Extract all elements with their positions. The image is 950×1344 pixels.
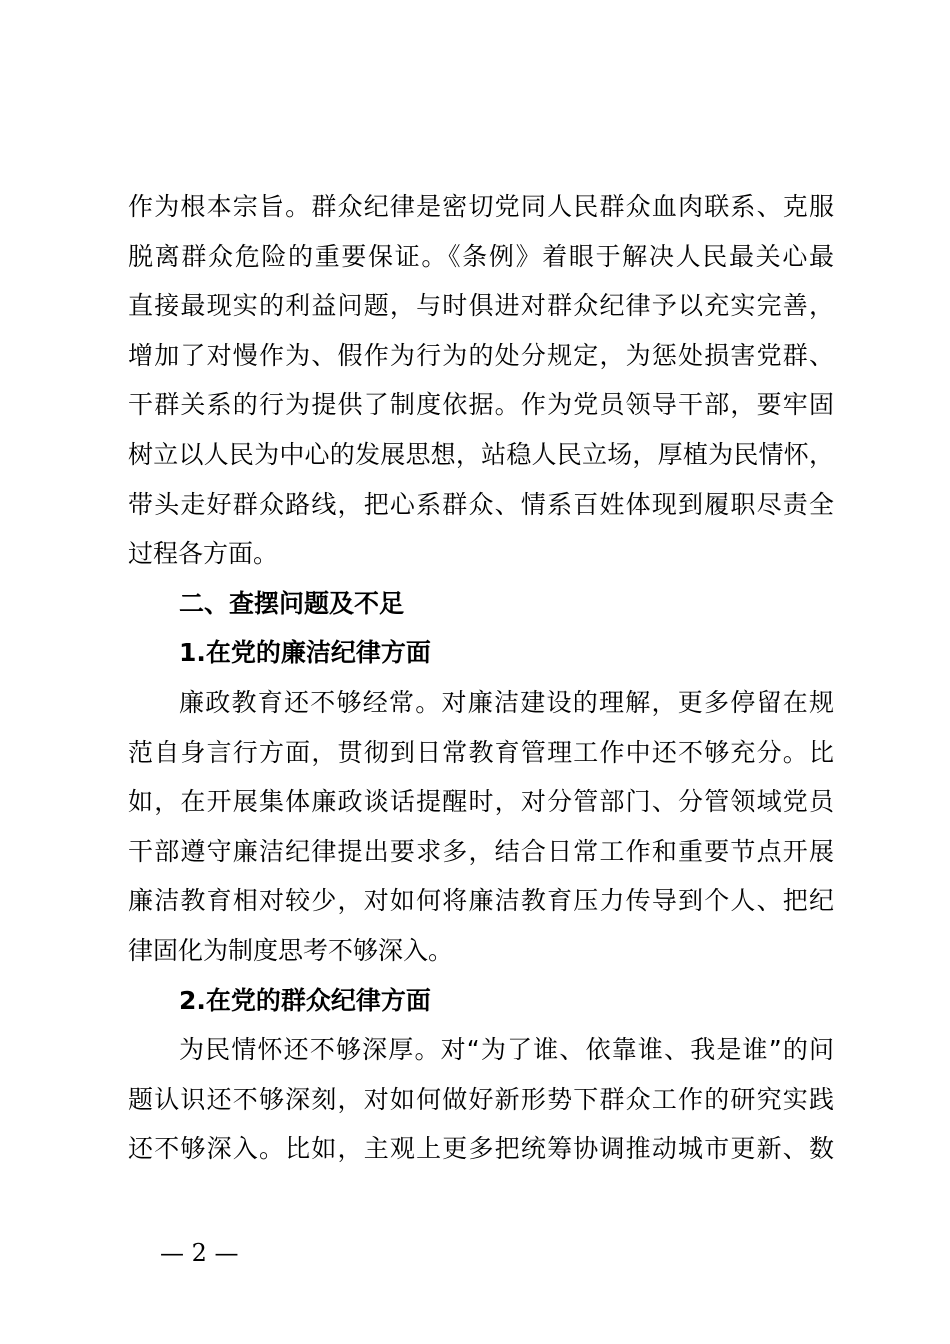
body-text-line: 直接最现实的利益问题，与时俱进对群众纪律予以充实完善，	[128, 291, 834, 321]
section-heading: 1.在党的廉洁纪律方面	[179, 638, 431, 668]
body-text-line: 题认识还不够深刻，对如何做好新形势下群众工作的研究实践	[128, 1084, 834, 1114]
body-text-line: 还不够深入。比如，主观上更多把统筹协调推动城市更新、数	[128, 1134, 834, 1164]
body-text-line: 脱离群众危险的重要保证。《条例》着眼于解决人民最关心最	[128, 241, 834, 271]
section-heading: 2.在党的群众纪律方面	[179, 985, 431, 1015]
body-text-line: 作为根本宗旨。群众纪律是密切党同人民群众血肉联系、克服	[128, 192, 834, 221]
body-text-line: 过程各方面。	[128, 539, 279, 569]
page-number: — 2 —	[160, 1239, 239, 1267]
body-text-line: 如，在开展集体廉政谈话提醒时，对分管部门、分管领域党员	[128, 787, 834, 817]
body-text-line: 干部遵守廉洁纪律提出要求多，结合日常工作和重要节点开展	[128, 836, 834, 866]
body-text-line: 为民情怀还不够深厚。对“为了谁、依靠谁、我是谁”的问	[179, 1035, 834, 1065]
document-body	[128, 182, 834, 1174]
body-text-line: 树立以人民为中心的发展思想，站稳人民立场，厚植为民情怀，	[128, 439, 834, 469]
body-text-line: 干群关系的行为提供了制度依据。作为党员领导干部，要牢固	[128, 390, 834, 420]
body-text-line: 增加了对慢作为、假作为行为的处分规定，为惩处损害党群、	[128, 340, 834, 370]
body-text-line: 范自身言行方面，贯彻到日常教育管理工作中还不够充分。比	[128, 737, 834, 767]
body-text-line: 廉政教育还不够经常。对廉洁建设的理解，更多停留在规	[179, 687, 834, 717]
body-text-line: 带头走好群众路线，把心系群众、情系百姓体现到履职尽责全	[128, 489, 834, 519]
section-heading: 二、查摆问题及不足	[179, 588, 405, 618]
body-text-line: 廉洁教育相对较少，对如何将廉洁教育压力传导到个人、把纪	[128, 886, 834, 916]
body-text-line: 律固化为制度思考不够深入。	[128, 935, 454, 965]
